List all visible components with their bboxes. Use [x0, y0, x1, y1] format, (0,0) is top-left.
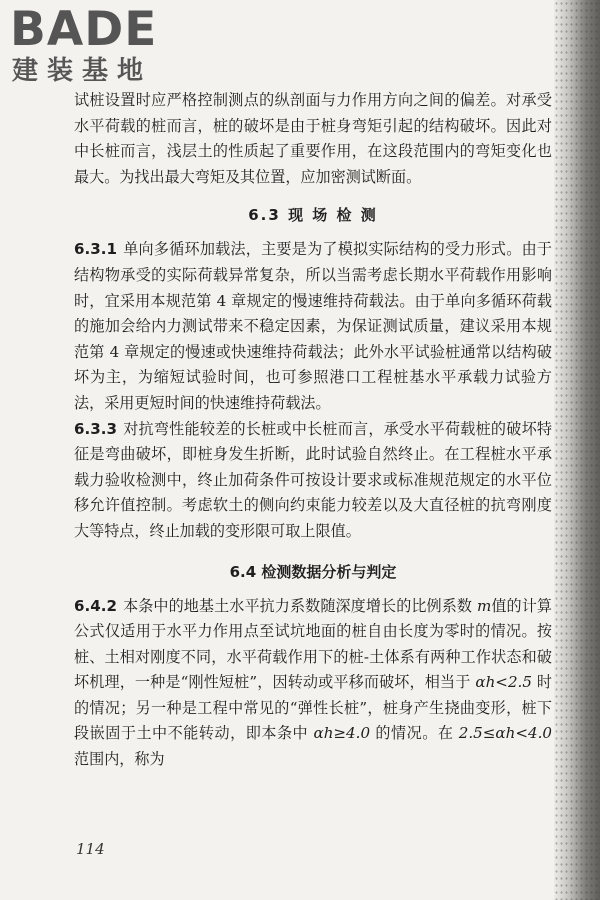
scanned-page-edge — [554, 0, 600, 900]
condition-ah-lt-2-5: αh<2.5 — [475, 673, 532, 692]
clause-6-3-1 — [74, 237, 552, 416]
clause-6-4-2-text-3: 时的情况；另一种是工程中常见的“弹性长桩”，桩身产生挠曲变形，桩下段嵌固于土中不能转动，即本条中 — [74, 673, 552, 743]
condition-ah-range: 2.5≤αh<4.0 — [458, 724, 552, 743]
section-6-3-title: 现 场 检 测 — [288, 206, 378, 225]
variable-m: m — [476, 596, 492, 615]
clause-6-3-1-text: 单向多循环加载法，主要是为了模拟实际结构的受力形式。由于结构物承受的实际荷载异常复杂，所以当需考虑长期水平荷载作用影响时，宜采用本规范第 4 章规定的慢速维持荷载法。由于单向多循环荷载的施加会给内力测试带来不稳定因素，为保证测试质量，建议采用本规范第 4 章规定的慢速或快速维持荷载法；此外水平试验桩通常以结构破坏为主，为缩短试验时间，也可参照港口工程桩基水平承载力试验方法，采用更短时间的快速维持荷载法。 — [74, 240, 552, 412]
clause-6-4-2-number: 6.4.2 — [74, 596, 117, 615]
clause-6-4-2-text-2: 值的计算公式仅适用于水平力作用点至试坑地面的桩自由长度为零时的情况。按桩、土相对刚度不同，水平荷载作用下的桩-土体系有两种工作状态和破坏机理，一种是“刚性短桩”，因转动或平移而破坏，相当于 — [74, 596, 552, 692]
section-6-3-heading — [74, 204, 552, 225]
clause-6-4-2-text-5: 范围内，称为 — [74, 750, 165, 769]
bade-logo — [10, 4, 180, 90]
page-number: 114 — [76, 840, 105, 858]
intro-paragraph: 试桩设置时应严格控制测点的纵剖面与力作用方向之间的偏差。对承受水平荷载的桩而言，桩的破坏是由于桩身弯矩引起的结构破坏。因此对中长桩而言，浅层土的性质起了重要作用，在这段范围内的弯矩变化也最大。为找出最大弯矩及其位置，应加密测试断面。 — [74, 91, 552, 186]
page-content — [74, 88, 552, 773]
logo-word: BADE — [10, 2, 158, 57]
section-6-4-number: 6.4 — [229, 562, 257, 581]
clause-6-4-2 — [74, 594, 552, 773]
clause-6-3-3 — [74, 417, 552, 545]
clause-6-3-3-text: 对抗弯性能较差的长桩或中长桩而言，承受水平荷载桩的破坏特征是弯曲破坏，即桩身发生折断，此时试验自然终止。在工程桩水平承载力验收检测中，终止加荷条件可按设计要求或标准规范规定的水平位移允许值控制。考虑软土的侧向约束能力较差以及大直径桩的抗弯刚度大等特点，终止加载的变形限可取上限值。 — [74, 419, 552, 540]
logo-subtitle: 建装基地 — [12, 56, 153, 86]
clause-6-4-2-text-4: 的情况。在 — [370, 724, 459, 743]
clause-6-3-1-number: 6.3.1 — [74, 240, 117, 259]
section-6-4-heading — [74, 561, 552, 582]
clause-6-3-3-number: 6.3.3 — [74, 419, 117, 438]
condition-ah-ge-4-0: αh≥4.0 — [313, 724, 371, 743]
section-6-4-title: 检测数据分析与判定 — [261, 562, 397, 581]
clause-6-4-2-text-1: 本条中的地基土水平抗力系数随深度增长的比例系数 — [122, 596, 477, 615]
section-6-3-number: 6.3 — [248, 206, 281, 225]
